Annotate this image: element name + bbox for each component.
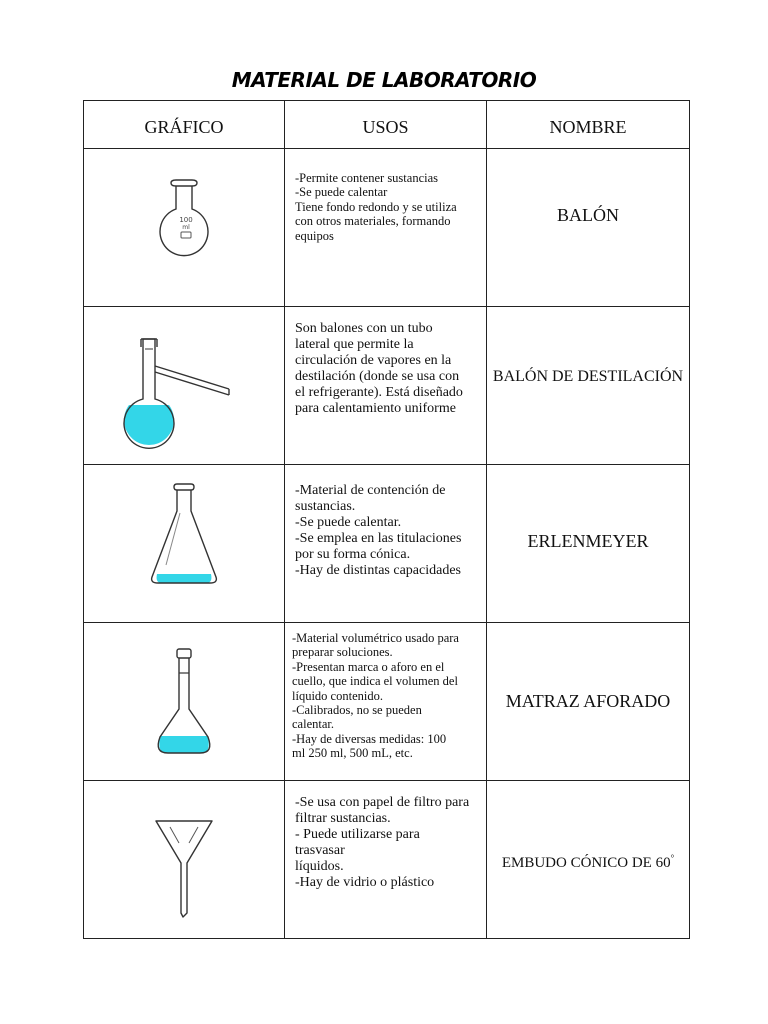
usos-cell	[285, 149, 487, 307]
flask-volume-unit: ml	[182, 223, 190, 231]
nombre-text: BALÓN	[557, 205, 619, 225]
table-row	[84, 307, 690, 465]
page-title: MATERIAL DE LABORATORIO	[231, 68, 537, 92]
usos-cell	[285, 465, 487, 623]
table-row	[84, 623, 690, 781]
nombre-text: MATRAZ AFORADO	[505, 691, 671, 711]
table-header-row	[84, 101, 690, 149]
usos-text: Son balones con un tubo lateral que permite la circulación de vapores en la destilación (donde se usa con el refrigerante). Está diseñado para calentamiento uniforme	[295, 321, 463, 417]
header-grafico: GRÁFICO	[84, 101, 285, 149]
nombre-text: BALÓN DE DESTILACIÓN	[492, 368, 684, 385]
nombre-cell	[487, 307, 690, 465]
nombre-cell	[487, 623, 690, 781]
image-cell	[84, 307, 285, 465]
nombre-cell	[487, 465, 690, 623]
header-usos: USOS	[285, 101, 487, 149]
usos-text: -Material de contención de sustancias. -Se puede calentar. -Se emplea en las titulaciones por su forma cónica. -Hay de distintas capacidades	[295, 483, 462, 579]
volumetric-flask-icon	[124, 627, 244, 777]
nombre-text: EMBUDO CÓNICO DE 60	[501, 855, 671, 871]
lab-material-table	[83, 100, 690, 939]
usos-text: -Material volumétrico usado para preparar soluciones. -Presentan marca o aforo en el cuello, que indica el volumen del líquido contenido. -Calibrados, no se pueden calentar. -Hay de diversas medidas: 100 ml 250 ml, 500 mL, etc.	[292, 631, 459, 760]
usos-cell	[285, 781, 487, 939]
nombre-cell	[487, 781, 690, 939]
conical-funnel-icon	[124, 785, 244, 935]
image-cell	[84, 781, 285, 939]
nombre-wrapper	[502, 855, 674, 871]
erlenmeyer-flask-icon	[124, 469, 244, 619]
table-row	[84, 149, 690, 307]
header-nombre: NOMBRE	[487, 101, 690, 149]
nombre-cell	[487, 149, 690, 307]
usos-cell	[285, 623, 487, 781]
flask-volume-number: 100	[179, 215, 193, 224]
round-bottom-flask-icon	[124, 153, 244, 303]
image-cell	[84, 465, 285, 623]
degree-mark: °	[670, 853, 675, 863]
distillation-flask-icon	[119, 311, 249, 461]
usos-text: -Permite contener sustancias -Se puede calentar Tiene fondo redondo y se utiliza con otros materiales, formando equipos	[295, 171, 457, 243]
table-row	[84, 781, 690, 939]
usos-cell	[285, 307, 487, 465]
usos-text: -Se usa con papel de filtro para filtrar sustancias. - Puede utilizarse para trasvasar líquidos. -Hay de vidrio o plástico	[295, 795, 470, 891]
image-cell	[84, 623, 285, 781]
nombre-text: ERLENMEYER	[527, 531, 649, 551]
table-row	[84, 465, 690, 623]
image-cell	[84, 149, 285, 307]
